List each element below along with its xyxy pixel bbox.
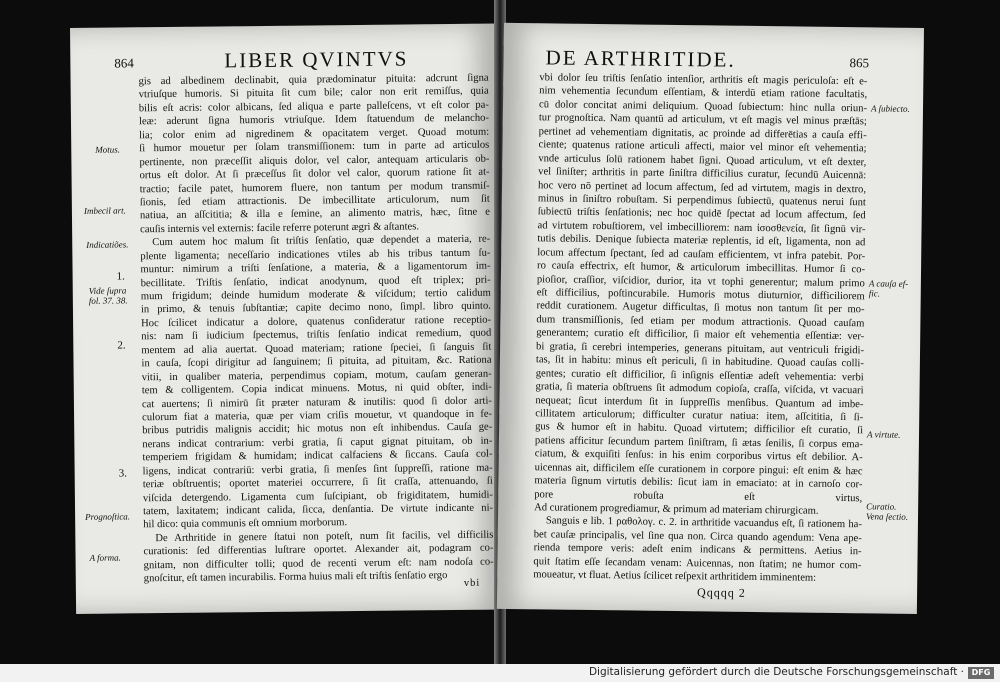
text-line: ciente; quatenus ratione articuli affecti, maior vel minor eſt vehementia; — [538, 139, 867, 155]
text-line: pore robuſta eſt virtus, — [534, 488, 863, 504]
text-line: locum affectum ſpectant, ſed ad cauſam efficientem, vt infra patebit. Por- — [537, 246, 866, 262]
text-line: eſt difficilius, poſtincurabile. Humoris motus diuturnior, difficiliorem — [536, 287, 865, 303]
text-line: mentem ad alia auertat. Quoad materiam; ratione ſpeciei, ſi ſanguis ſit — [141, 341, 492, 357]
text-line: vnde articulus ſolū rationem habet ſigni. Quoad articulum, vt eſt dexter, — [538, 152, 867, 168]
text-line: tatem, laxitatem; indicant calida, ſicca, denſantia. De virtute indicante ni- — [143, 502, 494, 518]
dfg-logo: DFG — [968, 667, 994, 679]
margin-number: 2. — [117, 339, 126, 352]
text-line: teriæ obſtruentis; oportet materiei occurrere, ſi ſit craſſa, attenuando, ſi — [142, 475, 493, 491]
left-page — [70, 24, 502, 614]
text-line: pertinet ad vehementiam dignitatis, ac proinde ad differētias a cauſa effi- — [538, 126, 867, 142]
margin-note: A cauſa ef- — [868, 278, 909, 289]
text-line: pertinente, non præceſſit aliquis dolor, vel calor, antequam articularis ob- — [139, 153, 490, 168]
text-line: in cauſa, ſcopi dirigitur ad ſanguinem; ſi pituita, ad pituitam, &c. Rationa — [141, 354, 492, 370]
text-line: nerans indicat contrarium: verbi gratia, ſi caput gignat pituitam, ob in- — [142, 435, 493, 451]
text-line: materia ſignum virtutis debilis: ſicut iam in emaciato: at in carnoſo cor- — [534, 475, 863, 491]
text-line: tutis debilis. Denique ſubiecta materiæ replentis, id eſt, ligamenta, non ad — [537, 233, 866, 249]
text-line: gus & humor eſt in habitu. Quoad virtutem; difficilior eſt curatio, ſi — [535, 421, 864, 437]
text-line: vel ſiniſter; arthritis in parte ſiniſtra difficilius curatur, ſecundū Auicennā: — [538, 166, 867, 182]
text-line: hil dico: quia communis eſt omnium morborum. — [143, 517, 348, 531]
text-line: cillitatem articulorum; difficulter curatur natiua: item, aſſcititia, ſi ſi- — [535, 408, 864, 424]
text-line: gnoſcitur, eſt tamen incurabilis. Forma huius mali eſt triſtis ſenſatio ergo — [143, 570, 448, 585]
right-header — [503, 45, 923, 74]
margin-note: Indicatiões. — [86, 239, 129, 250]
text-line: cauſis internis vel externis: facile referre poterunt ægri & aſtantes. — [140, 221, 420, 236]
text-line: nim vehementia ſecundum eſſentiam, & interdū etiam ratione facultatis, — [539, 85, 868, 101]
text-line: patiens afficitur ſecundum partem ſiniſtram, ſi ætas ſenilis, ſi corpus ema- — [534, 435, 863, 451]
margin-note: Prognoſtica. — [85, 511, 131, 522]
text-line: minus in ſiniſtro robuſtam. Si perpendimus ſubiectū, quatenus nerui ſunt — [537, 193, 866, 209]
text-line: tractio; facile patet, humorem fluere, non tantum per modum transmiſ- — [139, 180, 490, 195]
text-line: bet cauſæ principalis, vel ſine qua non. Circa quando agendum: Vena ape- — [533, 529, 862, 545]
left-header — [70, 46, 496, 74]
text-line: pioſior, craſſior, viſcidior, durior, ita vt tophi generentur; malum primo — [536, 273, 865, 289]
text-line: natiua, an aſſcititia; & illa e ſemine, an alimento matris, hæc, ſitne e — [139, 206, 491, 222]
text-line: becillitate. Triſtis ſenſatio, indicat anodynum, quod eſt triplex; pri- — [140, 274, 491, 289]
text-line: cū dolor concitat animi deliquium. Quoad ſubiectum: hinc nulla oriun- — [538, 99, 868, 115]
text-line: Sanguis e lib. 1 ραθολογ. c. 2. in arthritide vacuandus eſt, ſi rationem ha- — [545, 515, 862, 531]
text-line: viſcida detergendo. Ligamenta cum ſuſcipiant, ob frigiditatem, humidi- — [142, 489, 493, 504]
text-line: ortus eſt dolor. At ſi præceſſus ſit dolor vel calor, quorum ratione ſit at- — [139, 166, 490, 182]
left-page-number: 864 — [114, 55, 134, 71]
right-page — [497, 23, 924, 614]
text-line: moueatur, vt fluat. Aetius ſcilicet reſpexit arthritidem imminentem: — [533, 569, 817, 584]
right-page-number: 865 — [849, 55, 870, 71]
text-line: lia; color enim ad nigredinem & opacitatem verget. Quoad motum: — [139, 126, 490, 142]
text-line: gis ad albedinem declinabit, quia prædominatur pituita: adcrunt ſigna — [138, 72, 489, 88]
margin-note: fol. 37. 38. — [88, 295, 128, 306]
text-line: in primo, & tenuis ſubſtantiæ; capite decimo nono, ſimpl. libro quinto. — [140, 301, 491, 316]
text-line: ligens, indicat contrariū: verbi gratia, ſi menſes ſint ſuppreſſi, ratione ma- — [142, 462, 493, 477]
text-line: De Arthritide in genere ſtatui non poteſt, num ſit facilis, vel difficilis — [155, 529, 494, 545]
margin-note: fic. — [868, 288, 881, 299]
margin-note: Imbecil art. — [83, 205, 126, 216]
text-line: nis: nam ſi iudicium ſpectemus, triſtis ſenſatio indicat remedium, quod — [141, 327, 492, 343]
text-line: gnitam, non difficulter tolli; quod de recenti verum eſt: nam nodoſa co- — [143, 556, 494, 572]
text-line: ſubiectū triſtis ſenſationis; nec hoc quidē ſpectat ad locum affectum, ſed — [537, 206, 866, 222]
text-line: bribus putridis malignis accidit; hic motus non eſt inhibendus. Cauſa ge- — [142, 421, 493, 437]
text-line: vitii, in qualiber materia, perpendimus copiam, motum, cauſam generan- — [141, 368, 492, 383]
text-line: ſionis, ſed etiam attractionis. De imbecillitate articulorum, num ſit — [139, 193, 490, 209]
margin-number: 3. — [118, 467, 127, 480]
margin-note: Vena ſectio. — [865, 511, 909, 522]
text-line: leæ: aderunt ſigna humoris vtriuſque. Idem ſtatuendum de melancho- — [138, 112, 490, 128]
text-line: uicennas ait, difficilem eſſe curationem in corpore pingui: eſt enim & hæc — [534, 461, 863, 477]
text-line: tur prognoſtica. Nam quantū ad articulum, vt eſt magis vel minus præſtās; — [538, 112, 867, 128]
text-line: temperiem frigidam & humidam; indicat calfaciens & ſiccans. Cauſa col- — [142, 448, 493, 464]
text-line: ro cauſa effectrix, eſt humor, & articulorum imbecillitas. Humor ſi co- — [536, 260, 866, 276]
margin-note: Motus. — [95, 144, 121, 155]
text-line: culorum fiat a materia, quæ per viam criſis mouetur, vt quandoque in fe- — [142, 408, 493, 424]
text-line: reddit curationem. Augetur difficultas, ſi motus non tantum ſit per mo- — [536, 300, 865, 316]
footer-bar — [0, 664, 1000, 682]
text-line: generantem; curatio eſt difficilior, ſi maior eſt vehementia eſſentiæ: ver- — [536, 327, 865, 343]
text-line: nequeat; ſicut interdum ſit in ſuppreſſis menſibus. Quantum ad imbe- — [535, 394, 864, 410]
text-line: hoc vero nō pertinet ad locum affectum, ſed ad virtutem, magis in dextro, — [537, 179, 867, 195]
text-line: gentes; curatio eſt difficilior, ſi inſignis eſſentiæ adeſt vehementia: verbi — [535, 367, 864, 383]
signature-mark: Qqqqq 2 — [697, 585, 746, 600]
margin-note: Vide ſupra — [88, 285, 127, 296]
text-line: dum transmiſſionis, ſed etiam per modum attractionis. Quoad cauſam — [536, 314, 865, 330]
text-line: ciatum, & exquiſiti ſenſus: in his enim corporibus virtus eſt debilior. A- — [534, 448, 863, 464]
catchword: vbi — [463, 577, 481, 589]
text-line: tas, ſit in habitu: minus eſt periculi, ſi in habitudine. Quoad cauſas colli- — [535, 354, 864, 370]
text-line: plente ligamenta; neceſſario indicationes vtiles ab his tribus tantum ſu- — [140, 247, 491, 262]
text-line: cat auertens; ſi nimirū ſit præter naturam & inutilis: quod ſi dolor arti- — [141, 395, 492, 410]
left-body-text — [138, 72, 493, 586]
margin-note: Curatio. — [866, 501, 897, 512]
text-line: Cum autem hoc malum ſit triſtis ſenſatio, quæ dependet a materia, re- — [152, 233, 491, 249]
text-line: vtriuſque humoris. Si pituita ſit cum bile; calor non erit remiſſus, quia — [138, 86, 489, 101]
text-line: vbi dolor ſeu triſtis ſenſatio intenſior, arthritis eſt magis periculoſa: eſt e- — [539, 72, 868, 88]
text-line: mum frigidum; deinde humidum moderate & viſcidum; tertio calidum — [140, 287, 491, 303]
text-line: ſi humor mouetur per ſolam transmiſſionem: tum in parte ad articulos — [139, 139, 490, 155]
text-line: tem & colligentem. Copia indicat minuens. Motus, ni quid obſter, indi- — [141, 381, 492, 397]
text-line: Hoc ſcilicet indicatur a dolore, quatenus conſideratur ratione receptio- — [141, 314, 492, 330]
funding-notice: Digitalisierung gefördert durch die Deutsche Forschungsgemeinschaft · — [588, 666, 964, 678]
margin-note: A forma. — [89, 552, 121, 563]
margin-note: A ſubiecto. — [870, 103, 910, 114]
text-line: curationis: ſed differentias luſtrare oportet. Alexander ait, podagram co- — [143, 542, 494, 558]
left-running-head: LIBER QVINTVS — [224, 46, 409, 73]
margin-note: A virtute. — [866, 429, 901, 440]
text-line: Ad curationem progrediamur, & primum ad materiam chirurgicam. — [534, 502, 819, 517]
text-line: muntur: nimirum a triſti ſenſatione, a materia, & a ligamentorum im- — [140, 260, 491, 276]
text-line: bilis eſt acris: color albicans, ſed aliqua e parte palleſcens, vt eſt color pa- — [138, 99, 489, 115]
right-running-head: DE ARTHRITIDE. — [545, 45, 736, 72]
text-line: rienda tempore veris: adeſt enim indicans & permittens. Aetius in- — [533, 542, 862, 558]
text-line: bi gratia, ſi cerebri intemperies, generans pituitam, aut ventriculi frigidi- — [536, 341, 865, 357]
text-line: ad virtutem robuſtiorem, vel imbecilliorem: nam ἰσοσθενεία, ſit ſignū vir- — [537, 220, 866, 236]
text-line: gratia, ſi materia obſtruens ſit admodum copioſa, craſſa, viſcida, vt vacuari — [535, 381, 864, 397]
right-body-text — [533, 71, 867, 586]
text-line: quit ſtatim eſſe ſecandam venam: Auicennas, non ſtatim; ne humor com- — [533, 556, 862, 572]
margin-number: 1. — [116, 270, 125, 283]
